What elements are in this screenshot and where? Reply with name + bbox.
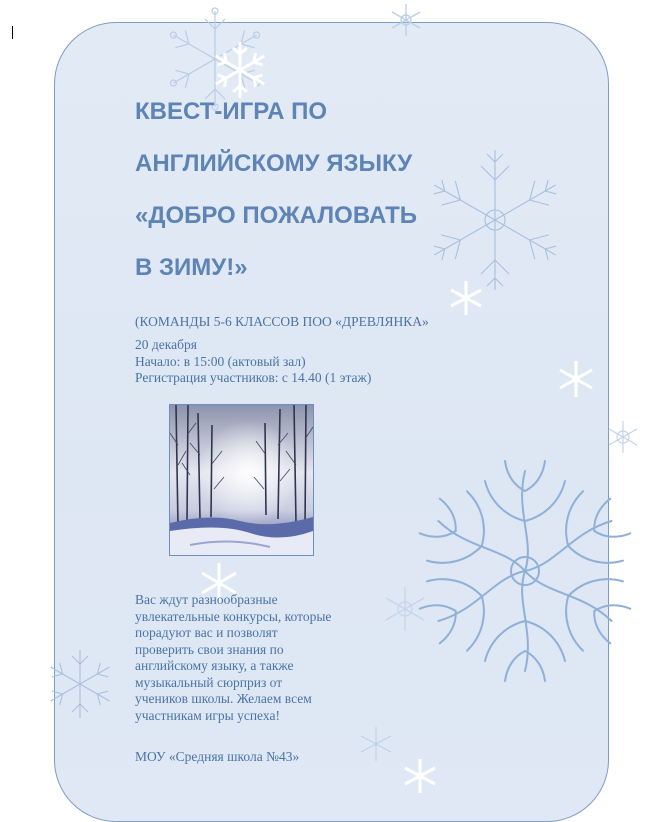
invitation-line: участникам игры успеха! <box>135 707 280 723</box>
teams-line: (КОМАНДЫ 5-6 КЛАССОВ ПОО «ДРЕВЛЯНКА» <box>135 314 429 329</box>
title-line: АНГЛИЙСКОМУ ЯЗЫКУ <box>135 150 413 177</box>
event-start: Начало: в 15:00 (актовый зал) <box>135 353 306 369</box>
title-line: В ЗИМУ!» <box>135 254 248 281</box>
flyer-title <box>135 86 535 294</box>
invitation-line: учеников школы. Желаем всем <box>135 691 312 706</box>
invitation-line: увлекательные конкурсы, которые <box>135 608 332 624</box>
school-name: МОУ «Средняя школа №43» <box>135 749 300 764</box>
event-date: 20 декабря <box>135 337 197 352</box>
invitation-line: английскому языку, а также <box>135 658 294 673</box>
winter-forest-photo <box>169 404 314 556</box>
event-registration: Регистрация участников: с 14.40 (1 этаж) <box>135 370 372 385</box>
snowflake-icon <box>604 418 642 456</box>
invitation-text <box>135 592 395 724</box>
title-line: КВЕСТ-ИГРА ПО <box>135 98 328 125</box>
invitation-line: Вас ждут разнообразные <box>135 592 278 607</box>
title-line: «ДОБРО ПОЖАЛОВАТЬ <box>135 202 417 229</box>
text-cursor <box>12 26 13 39</box>
invitation-line: порадуют вас и позволят <box>135 625 278 640</box>
invitation-line: проверить свои знания по <box>135 641 284 657</box>
invitation-line: музыкальный сюрприз от <box>135 674 283 690</box>
event-info <box>135 337 371 387</box>
